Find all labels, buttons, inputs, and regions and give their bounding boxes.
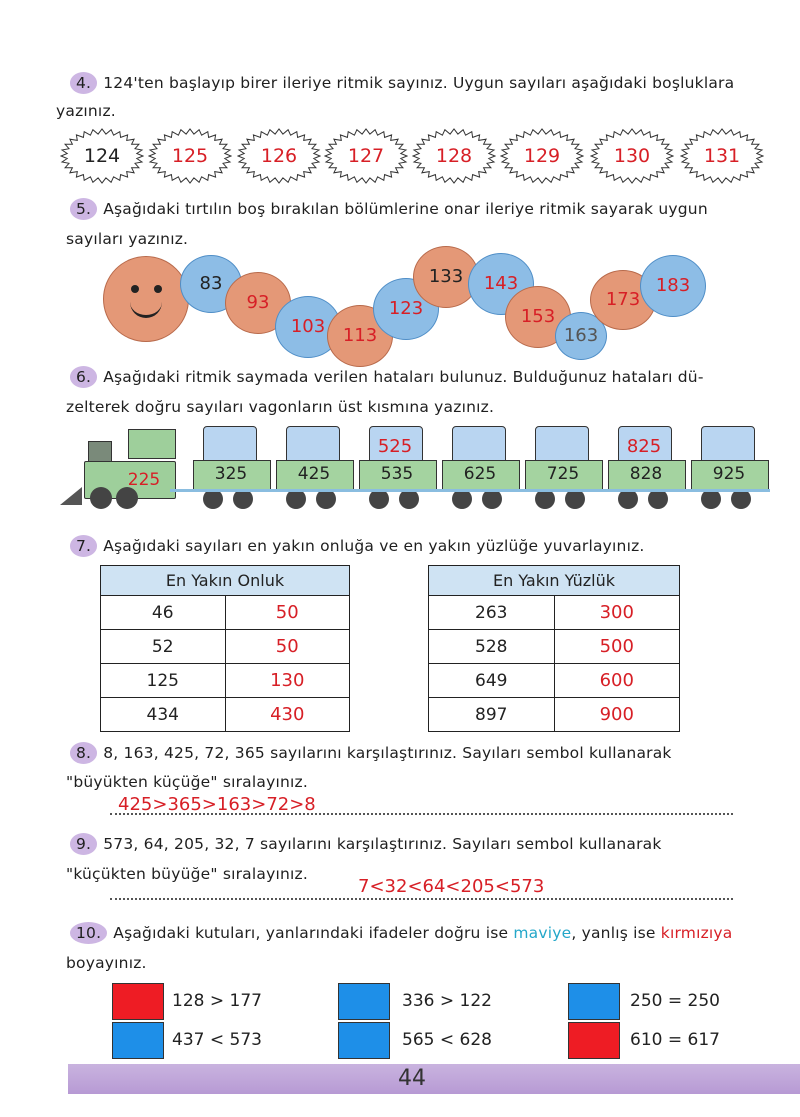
q9-answer: 7<32<64<205<573 <box>358 876 545 897</box>
hundreds-table <box>428 565 680 732</box>
sun-badge <box>412 128 496 184</box>
wheel-icon <box>535 489 555 509</box>
rounded-cell: 50 <box>225 596 350 630</box>
sun-value: 129 <box>523 145 561 167</box>
table-row <box>101 596 350 630</box>
sun-value: 126 <box>260 145 298 167</box>
train-car <box>525 426 605 510</box>
sun-badge <box>680 128 764 184</box>
wheel-icon <box>203 489 223 509</box>
color-box[interactable] <box>338 1022 390 1059</box>
comparison-expression: 128 > 177 <box>172 991 262 1011</box>
caterpillar-face <box>103 256 189 342</box>
smile-icon <box>130 299 162 318</box>
number-cell: 649 <box>429 664 555 698</box>
comparison-expression: 565 < 628 <box>402 1030 492 1050</box>
train-car <box>359 426 439 510</box>
tens-table <box>100 565 350 732</box>
table-row <box>429 664 680 698</box>
q9-text <box>70 833 770 855</box>
wheel-icon <box>316 489 336 509</box>
train-car <box>110 426 190 510</box>
color-box[interactable] <box>112 983 164 1020</box>
q9-line2: "küçükten büyüğe" sıralayınız. <box>66 865 308 883</box>
caterpillar-segment: 93 <box>225 272 291 334</box>
car-value: 828 <box>629 464 663 484</box>
wheel-icon <box>286 489 306 509</box>
train-car <box>691 426 771 510</box>
sun-value: 127 <box>347 145 385 167</box>
car-roof <box>452 426 506 464</box>
q10-text-a: Aşağıdaki kutuları, yanlarındaki ifadeler doğru ise <box>113 924 514 942</box>
number-cell: 263 <box>429 596 555 630</box>
color-box[interactable] <box>568 1022 620 1059</box>
eye-icon <box>154 285 162 293</box>
number-cell: 52 <box>101 630 226 664</box>
q10-word-red: kırmızıya <box>660 924 733 942</box>
q5-number: 5. <box>70 198 97 220</box>
sun-badge <box>60 128 144 184</box>
car-roof <box>701 426 755 464</box>
q5-line1: Aşağıdaki tırtılın boş bırakılan bölümlerine onar ileriye ritmik sayarak uygun <box>103 200 708 218</box>
caterpillar-segment: 173 <box>590 270 656 330</box>
q6-line1: Aşağıdaki ritmik saymada verilen hataları bulunuz. Bulduğunuz hataları dü- <box>103 368 704 386</box>
caterpillar-segment: 103 <box>275 296 341 358</box>
tens-header: En Yakın Onluk <box>101 566 350 596</box>
eye-icon <box>131 285 139 293</box>
q10-word-blue: maviye <box>513 924 572 942</box>
table-row <box>101 698 350 732</box>
q8-answer-line <box>110 813 733 815</box>
rounded-cell: 900 <box>554 698 680 732</box>
q4-line2: yazınız. <box>56 102 116 120</box>
q5-line2: sayıları yazınız. <box>66 230 189 248</box>
q8-number: 8. <box>70 742 97 764</box>
q9-line1: 573, 64, 205, 32, 7 sayılarını karşılaştırınız. Sayıları sembol kullanarak <box>103 835 662 853</box>
q8-line1: 8, 163, 425, 72, 365 sayılarını karşılaştırınız. Sayıları sembol kullanarak <box>103 744 672 762</box>
caterpillar-segment: 163 <box>555 312 607 360</box>
number-cell: 528 <box>429 630 555 664</box>
car-roof <box>203 426 257 464</box>
comparison-expression: 250 = 250 <box>630 991 720 1011</box>
sun-badge <box>148 128 232 184</box>
comparison-expression: 336 > 122 <box>402 991 492 1011</box>
car-value: 425 <box>297 464 331 484</box>
sun-value: 124 <box>83 145 121 167</box>
wheel-icon <box>565 489 585 509</box>
wheel-icon <box>618 489 638 509</box>
table-row <box>429 596 680 630</box>
train-car <box>193 426 273 510</box>
sun-badge <box>237 128 321 184</box>
table-row <box>101 630 350 664</box>
car-correction: 825 <box>626 436 662 457</box>
sun-badge <box>590 128 674 184</box>
page-number: 44 <box>398 1066 426 1091</box>
comparison-expression: 437 < 573 <box>172 1030 262 1050</box>
footer-bar <box>68 1064 800 1094</box>
wheel-icon <box>369 489 389 509</box>
train-car <box>442 426 522 510</box>
q8-line2: "büyükten küçüğe" sıralayınız. <box>66 773 308 791</box>
wheel-icon <box>731 489 751 509</box>
rounded-cell: 600 <box>554 664 680 698</box>
q9-answer-line <box>110 898 733 900</box>
number-cell: 125 <box>101 664 226 698</box>
q6-text <box>70 366 770 388</box>
car-roof <box>286 426 340 464</box>
sun-badge <box>324 128 408 184</box>
q8-answer: 425>365>163>72>8 <box>118 794 316 815</box>
car-value: 225 <box>127 470 161 490</box>
q4-line1: 124'ten başlayıp birer ileriye ritmik sayınız. Uygun sayıları aşağıdaki boşluklara <box>103 74 735 92</box>
color-box[interactable] <box>338 983 390 1020</box>
q7-line1: Aşağıdaki sayıları en yakın onluğa ve en yakın yüzlüğe yuvarlayınız. <box>103 537 645 555</box>
table-row <box>429 630 680 664</box>
car-value: 535 <box>380 464 414 484</box>
rounded-cell: 50 <box>225 630 350 664</box>
wheel-icon <box>648 489 668 509</box>
rounded-cell: 300 <box>554 596 680 630</box>
q10-number: 10. <box>70 922 107 944</box>
q4-number: 4. <box>70 72 97 94</box>
train-car <box>276 426 356 510</box>
q10-text <box>70 922 770 944</box>
sun-badge <box>500 128 584 184</box>
train-car <box>608 426 688 510</box>
wheel-icon <box>701 489 721 509</box>
car-roof <box>535 426 589 464</box>
hundreds-header: En Yakın Yüzlük <box>429 566 680 596</box>
car-correction: 525 <box>377 436 413 457</box>
caterpillar-segment: 153 <box>505 286 571 348</box>
sun-value: 128 <box>435 145 473 167</box>
q8-text <box>70 742 770 764</box>
q10-line2: boyayınız. <box>66 954 147 972</box>
car-value: 325 <box>214 464 248 484</box>
table-row <box>429 698 680 732</box>
car-value: 625 <box>463 464 497 484</box>
caterpillar-segment: 113 <box>327 305 393 367</box>
caterpillar-segment: 133 <box>413 246 479 308</box>
sun-value: 130 <box>613 145 651 167</box>
rounded-cell: 430 <box>225 698 350 732</box>
caterpillar-segment: 123 <box>373 278 439 340</box>
color-box[interactable] <box>568 983 620 1020</box>
q10-text-b: , yanlış ise <box>571 924 661 942</box>
q4-text <box>70 72 770 94</box>
number-cell: 434 <box>101 698 226 732</box>
q7-text <box>70 535 770 557</box>
caterpillar-segment: 183 <box>640 255 706 317</box>
wheel-icon <box>399 489 419 509</box>
caterpillar-segment: 83 <box>180 255 242 313</box>
wheel-icon <box>482 489 502 509</box>
comparison-expression: 610 = 617 <box>630 1030 720 1050</box>
wheel-icon <box>452 489 472 509</box>
q7-number: 7. <box>70 535 97 557</box>
car-value: 725 <box>546 464 580 484</box>
caterpillar-segment: 143 <box>468 253 534 315</box>
number-cell: 46 <box>101 596 226 630</box>
rounded-cell: 500 <box>554 630 680 664</box>
sun-value: 131 <box>703 145 741 167</box>
rounded-cell: 130 <box>225 664 350 698</box>
wheel-icon <box>233 489 253 509</box>
table-row <box>101 664 350 698</box>
sun-value: 125 <box>171 145 209 167</box>
q6-line2: zelterek doğru sayıları vagonların üst kısmına yazınız. <box>66 398 495 416</box>
train-track <box>170 489 770 492</box>
number-cell: 897 <box>429 698 555 732</box>
q6-number: 6. <box>70 366 97 388</box>
q9-number: 9. <box>70 833 97 855</box>
car-value: 925 <box>712 464 746 484</box>
q5-text <box>70 198 770 220</box>
color-box[interactable] <box>112 1022 164 1059</box>
